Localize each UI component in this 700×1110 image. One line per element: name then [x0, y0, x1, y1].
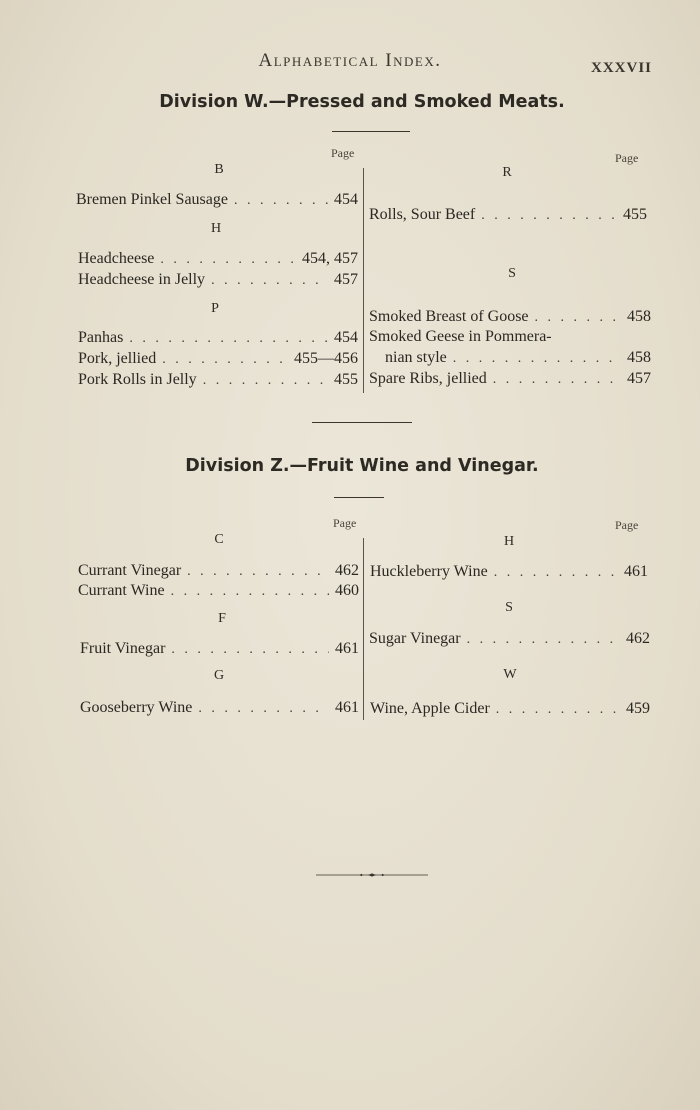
leader-dots — [467, 632, 620, 648]
division-z-title: Division Z.—Fruit Wine and Vinegar. — [185, 456, 539, 476]
division-z-title-rule — [334, 497, 384, 498]
index-entry — [80, 640, 359, 660]
entry-name: Fruit Vinegar — [80, 640, 166, 657]
division-w-title-rule — [332, 131, 410, 132]
running-header-title: Alphabetical Index. — [258, 50, 442, 71]
section-letter-w: W — [503, 667, 517, 682]
entry-name: Sugar Vinegar — [369, 630, 461, 647]
entry-page: 455 — [334, 371, 358, 388]
entry-name: Panhas — [78, 329, 124, 346]
entry-name: Rolls, Sour Beef — [369, 206, 476, 223]
leader-dots — [453, 351, 621, 367]
section-letter-s: S — [508, 266, 516, 281]
leader-dots — [129, 331, 328, 347]
leader-dots — [494, 565, 618, 581]
leader-dots — [203, 373, 328, 389]
leader-dots — [198, 701, 329, 717]
entry-page: 461 — [335, 640, 359, 657]
entry-page: 457 — [334, 271, 358, 288]
entry-page: 458 — [627, 349, 651, 366]
entry-name: Bremen Pinkel Sausage — [76, 191, 228, 208]
entry-name: Wine, Apple Cider — [370, 700, 490, 717]
entry-page: 454 — [334, 329, 358, 346]
index-entry — [369, 308, 651, 328]
leader-dots — [535, 310, 621, 326]
index-entry — [78, 250, 358, 270]
leader-dots — [234, 193, 328, 209]
section-letter-p: P — [211, 301, 219, 316]
index-entry — [370, 700, 650, 720]
index-entry — [78, 582, 359, 602]
ornamental-rule — [288, 873, 456, 877]
section-letter-r: R — [502, 165, 512, 180]
entry-name: Currant Wine — [78, 582, 165, 599]
entry-name: Headcheese in Jelly — [78, 271, 206, 288]
index-entry — [369, 370, 651, 390]
entry-page: 454 — [334, 191, 358, 208]
section-letter-c: C — [214, 532, 224, 547]
entry-name: Huckleberry Wine — [370, 563, 488, 580]
section-letter-f: F — [218, 611, 226, 626]
entry-page: 462 — [335, 562, 359, 579]
entry-page: 457 — [627, 370, 651, 387]
index-entry — [78, 371, 358, 391]
division-z-right-page-label: Page — [615, 518, 639, 532]
entry-page: 458 — [627, 308, 651, 325]
entry-name: Headcheese — [78, 250, 155, 267]
entry-page: 460 — [335, 582, 359, 599]
division-w-title: Division W.—Pressed and Smoked Meats. — [159, 92, 565, 112]
section-letter-h: H — [503, 534, 515, 549]
entry-name: Pork, jellied — [78, 350, 157, 367]
entry-page: 461 — [624, 563, 648, 580]
leader-dots — [187, 564, 329, 580]
leader-dots — [171, 642, 329, 658]
entry-page: 461 — [335, 699, 359, 716]
entry-name: Currant Vinegar — [78, 562, 182, 579]
section-letter-b: B — [214, 162, 224, 177]
page-number: XXXVII — [590, 60, 652, 76]
index-entry — [369, 328, 651, 348]
entry-name: Gooseberry Wine — [80, 699, 193, 716]
index-entry — [78, 350, 358, 370]
index-entry — [80, 699, 359, 719]
leader-dots — [493, 372, 621, 388]
leader-dots — [160, 252, 296, 268]
index-entry — [369, 206, 647, 226]
entry-page: 455—456 — [294, 350, 358, 367]
entry-page: 455 — [623, 206, 647, 223]
division-z-column-divider — [363, 538, 364, 720]
leader-dots — [171, 584, 329, 600]
index-entry — [78, 329, 358, 349]
entry-page: 462 — [626, 630, 650, 647]
entry-name: Smoked Geese in Pommera- — [369, 328, 552, 345]
entry-name: Pork Rolls in Jelly — [78, 371, 197, 388]
entry-page: 459 — [626, 700, 650, 717]
leader-dots — [496, 702, 620, 718]
entry-name: nian style — [385, 349, 447, 366]
index-entry — [369, 630, 650, 650]
leader-dots — [481, 208, 617, 224]
entry-name: Smoked Breast of Goose — [369, 308, 529, 325]
division-w-right-page-label: Page — [615, 151, 639, 165]
entry-name: Spare Ribs, jellied — [369, 370, 487, 387]
leader-dots — [211, 273, 328, 289]
entry-page: 454, 457 — [302, 250, 358, 267]
division-z-left-page-label: Page — [333, 516, 357, 530]
section-letter-h: H — [210, 221, 222, 236]
division-w-column-divider — [363, 168, 364, 393]
index-entry — [78, 271, 358, 291]
division-w-left-page-label: Page — [331, 146, 355, 160]
index-entry — [385, 349, 651, 369]
section-letter-s: S — [505, 600, 513, 615]
index-entry — [370, 563, 648, 583]
leader-dots — [162, 352, 288, 368]
section-letter-g: G — [213, 668, 225, 683]
index-entry — [78, 562, 359, 582]
index-entry — [76, 191, 358, 211]
division-separator-rule — [312, 422, 412, 423]
